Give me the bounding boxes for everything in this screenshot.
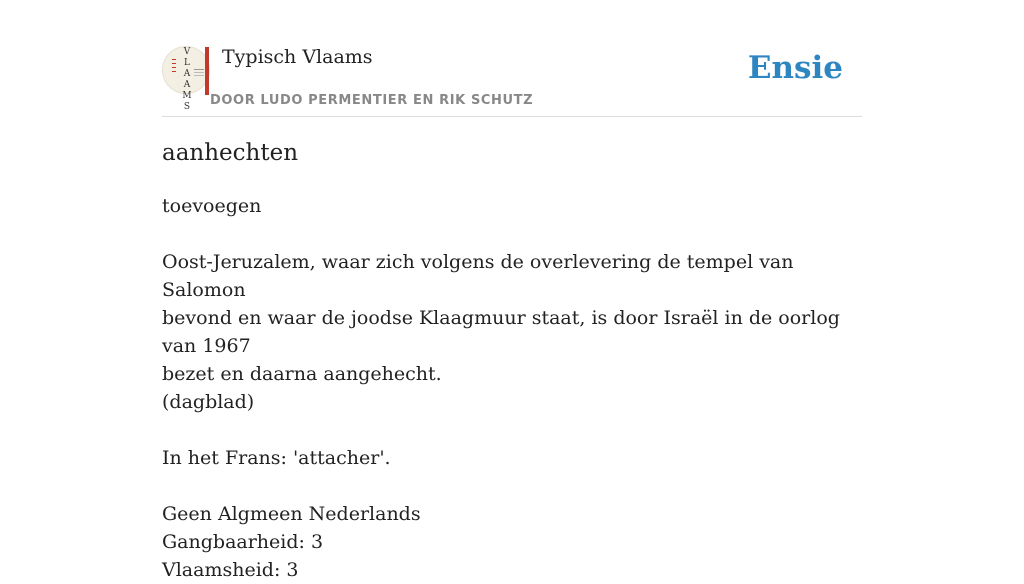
status: Geen Algmeen Nederlands — [162, 503, 421, 525]
avatar-decoration — [194, 69, 204, 70]
example-source: (dagblad) — [162, 391, 255, 413]
example-line: bevond en waar de joodse Klaagmuur staat, is door Israël in de oorlog van 1967 — [162, 307, 840, 357]
definition: toevoegen — [162, 195, 262, 217]
avatar-accent — [205, 47, 209, 95]
entry-title: aanhechten — [162, 140, 299, 166]
avatar[interactable] — [162, 46, 210, 112]
note: In het Frans: 'attacher'. — [162, 447, 391, 469]
ensie-logo-link[interactable]: Ensie — [747, 50, 843, 86]
byline: DOOR LUDO PERMENTIER EN RIK SCHUTZ — [210, 93, 534, 108]
site-header — [162, 0, 862, 117]
entry-body — [162, 192, 862, 584]
example-line: bezet en daarna aangehecht. — [162, 363, 442, 385]
avatar-decoration — [172, 59, 176, 60]
vlaamsheid: Vlaamsheid: 3 — [162, 559, 299, 581]
example-line: Oost-Jeruzalem, waar zich volgens de overlevering de tempel van Salomon — [162, 251, 794, 301]
avatar-lettering: V L A A M S — [182, 47, 192, 112]
site-title-link[interactable]: Typisch Vlaams — [222, 46, 373, 68]
gangbaarheid: Gangbaarheid: 3 — [162, 531, 324, 553]
